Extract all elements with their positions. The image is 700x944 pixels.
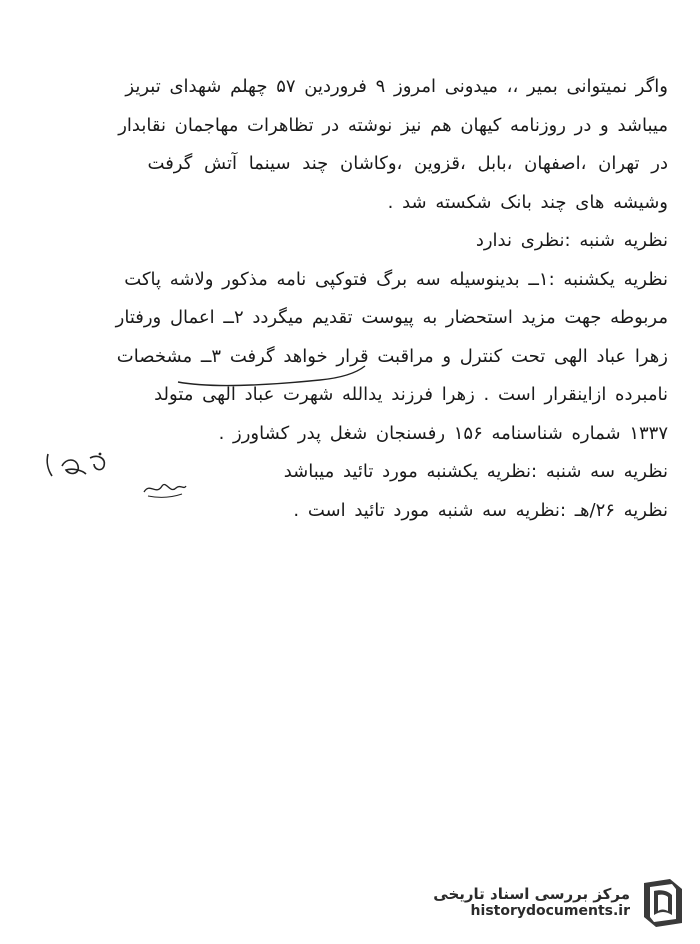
watermark xyxy=(398,870,688,934)
text-line-6: نظریه یکشنبه :۱ــ بدینوسیله سه برگ فتوکپی نامه مذکور ولاشه پاکت xyxy=(124,268,668,290)
signature-icon xyxy=(140,478,188,500)
text-line-11: نظریه سه شنبه :نظریه یکشنبه مورد تائید میباشد xyxy=(283,461,668,482)
text-line-8: زهرا عباد الهی تحت کنترل و مراقبت قرار خواهد گرفت ۳ــ مشخصات xyxy=(116,345,668,367)
document-body xyxy=(30,68,668,530)
handwritten-paraph-mark xyxy=(42,448,112,482)
text-line-12: نظریه ۲۶/هـ :نظریه سه شنبه مورد تائید است . xyxy=(293,499,668,521)
text-line-7: مربوطه جهت مزید استحضار به پیوست تقدیم میگردد ۲ــ اعمال ورفتار xyxy=(115,307,668,328)
watermark-title: مرکز بررسی اسناد تاریخی xyxy=(433,884,630,903)
book-pages-icon xyxy=(638,875,688,929)
text-line-2: میباشد و در روزنامه کیهان هم نیز نوشته در تظاهرات مهاجمان نقابدار xyxy=(118,114,668,136)
watermark-url: historydocuments.ir xyxy=(470,902,630,919)
text-line-4: وشیشه های چند بانک شکسته شد . xyxy=(387,191,668,213)
text-line-3: در تهران ،اصفهان ،بابل ،قزوین ،وکاشان چند سینما آتش گرفت xyxy=(147,153,668,174)
text-line-1: واگر نمیتوانی بمیر ،، میدونی امروز ۹ فروردین ۵۷ چهلم شهدای تبریز xyxy=(125,76,668,97)
text-line-9: نامبرده ازاینقرار است . زهرا فرزند یدالله شهرت عباد الهی متولد xyxy=(154,384,668,405)
text-line-5: نظریه شنبه :نظری ندارد xyxy=(475,230,668,251)
handwritten-underline-mark xyxy=(170,352,370,392)
text-line-10: ۱۳۳۷ شماره شناسنامه ۱۵۶ رفسنجان شغل پدر کشاورز . xyxy=(218,422,668,444)
